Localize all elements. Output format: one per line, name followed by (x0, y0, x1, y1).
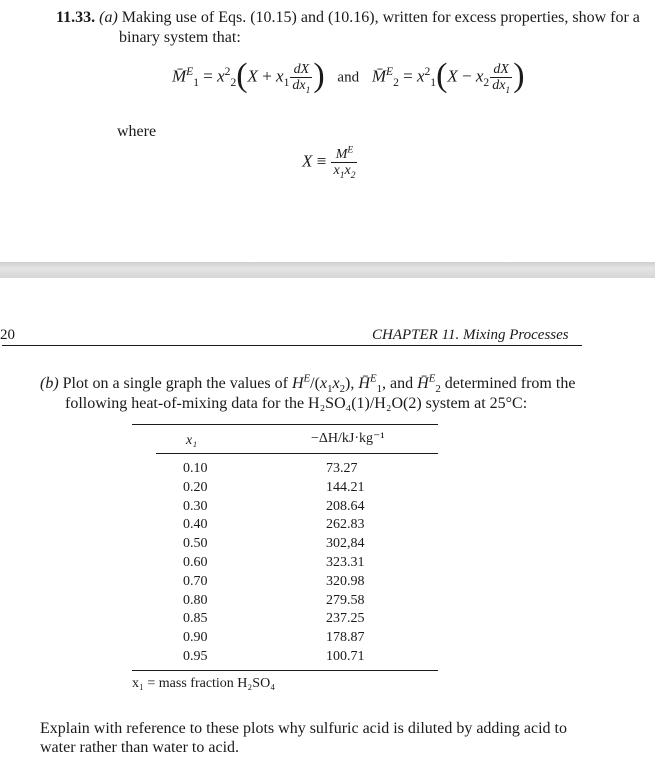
chapter-header: CHAPTER 11. Mixing Processes (372, 327, 569, 343)
table-cell-x: 0.40 (183, 517, 208, 533)
table-header-rule (156, 453, 438, 454)
table-cell-x: 0.85 (183, 611, 208, 627)
part-b-line1: (b) Plot on a single graph the values of $H^E/(x_1x_2)$, H̄$^E_1$, and H̄$^E_2$ determined from the (40, 372, 576, 396)
where-word: where (117, 123, 157, 140)
table-cell-dh: 178.87 (326, 630, 365, 646)
table-cell-x: 0.10 (183, 461, 208, 476)
table-cell-x: 0.90 (183, 630, 208, 646)
x-definition: X ≡ $\frac{M^E}{x_1x_2}$ (302, 145, 356, 181)
problem-number: 11.33. (56, 9, 96, 26)
table-cell-x: 0.30 (183, 498, 208, 514)
page-number: 20 (0, 327, 15, 343)
table-cell-x: 0.95 (183, 649, 208, 664)
table-cell-dh: 100.71 (326, 649, 365, 664)
part-a-label: (a) (99, 9, 118, 26)
closing-line1: Explain with reference to these plots why sulfuric acid is diluted by adding acid to (40, 720, 567, 737)
table-bottom-rule (132, 670, 438, 671)
table-cell-x: 0.20 (183, 479, 208, 495)
part-b-line2: following heat-of-mixing data for the H₂SO₄(1)/H₂O(2) system at 25°C: (65, 395, 528, 412)
table-cell-dh: 237.25 (326, 611, 365, 627)
table-cell-x: 0.70 (183, 573, 208, 589)
table-cell-x: 0.50 (183, 536, 208, 552)
table-cell-dh: 144.21 (326, 479, 365, 495)
table-cell-dh: 279.58 (326, 592, 365, 608)
table-header-dh: −ΔH/kJ·kg⁻¹ (311, 431, 385, 446)
table-cell-dh: 320.98 (326, 573, 365, 589)
page-divider (0, 262, 655, 278)
table-cell-dh: 262.83 (326, 517, 365, 533)
part-a-text-line1: Making use of Eqs. (10.15) and (10.16), written for excess properties, show for a (121, 9, 640, 26)
table-cell-dh: 302,84 (326, 536, 365, 552)
table-cell-x: 0.80 (183, 592, 208, 608)
part-a-text-line2: binary system that: (119, 29, 241, 46)
table-cell-dh: 208.64 (326, 498, 365, 514)
and-word: and (337, 69, 360, 86)
table-cell-x: 0.60 (183, 555, 208, 570)
problem-statement-a (56, 8, 640, 28)
table-cell-dh: 73.27 (326, 461, 358, 476)
table-top-rule (132, 424, 438, 425)
table-header-x: x₁ (186, 433, 198, 448)
equation-row: M̄$^E_1$ = $x^2_2(X + x_1$ $\frac{dX}{dx_1}$ ) and M̄$^E_2$ = $x^2_1(X - x_2$ $\frac{dX}{dx_1}$ ) (172, 56, 525, 96)
table-cell-dh: 323.31 (326, 555, 365, 570)
closing-line2: water rather than water to acid. (40, 739, 240, 756)
table-footnote: x₁ = mass fraction H₂SO₄ (132, 676, 276, 691)
part-b-label: (b) (40, 375, 59, 392)
header-rule (2, 345, 582, 346)
